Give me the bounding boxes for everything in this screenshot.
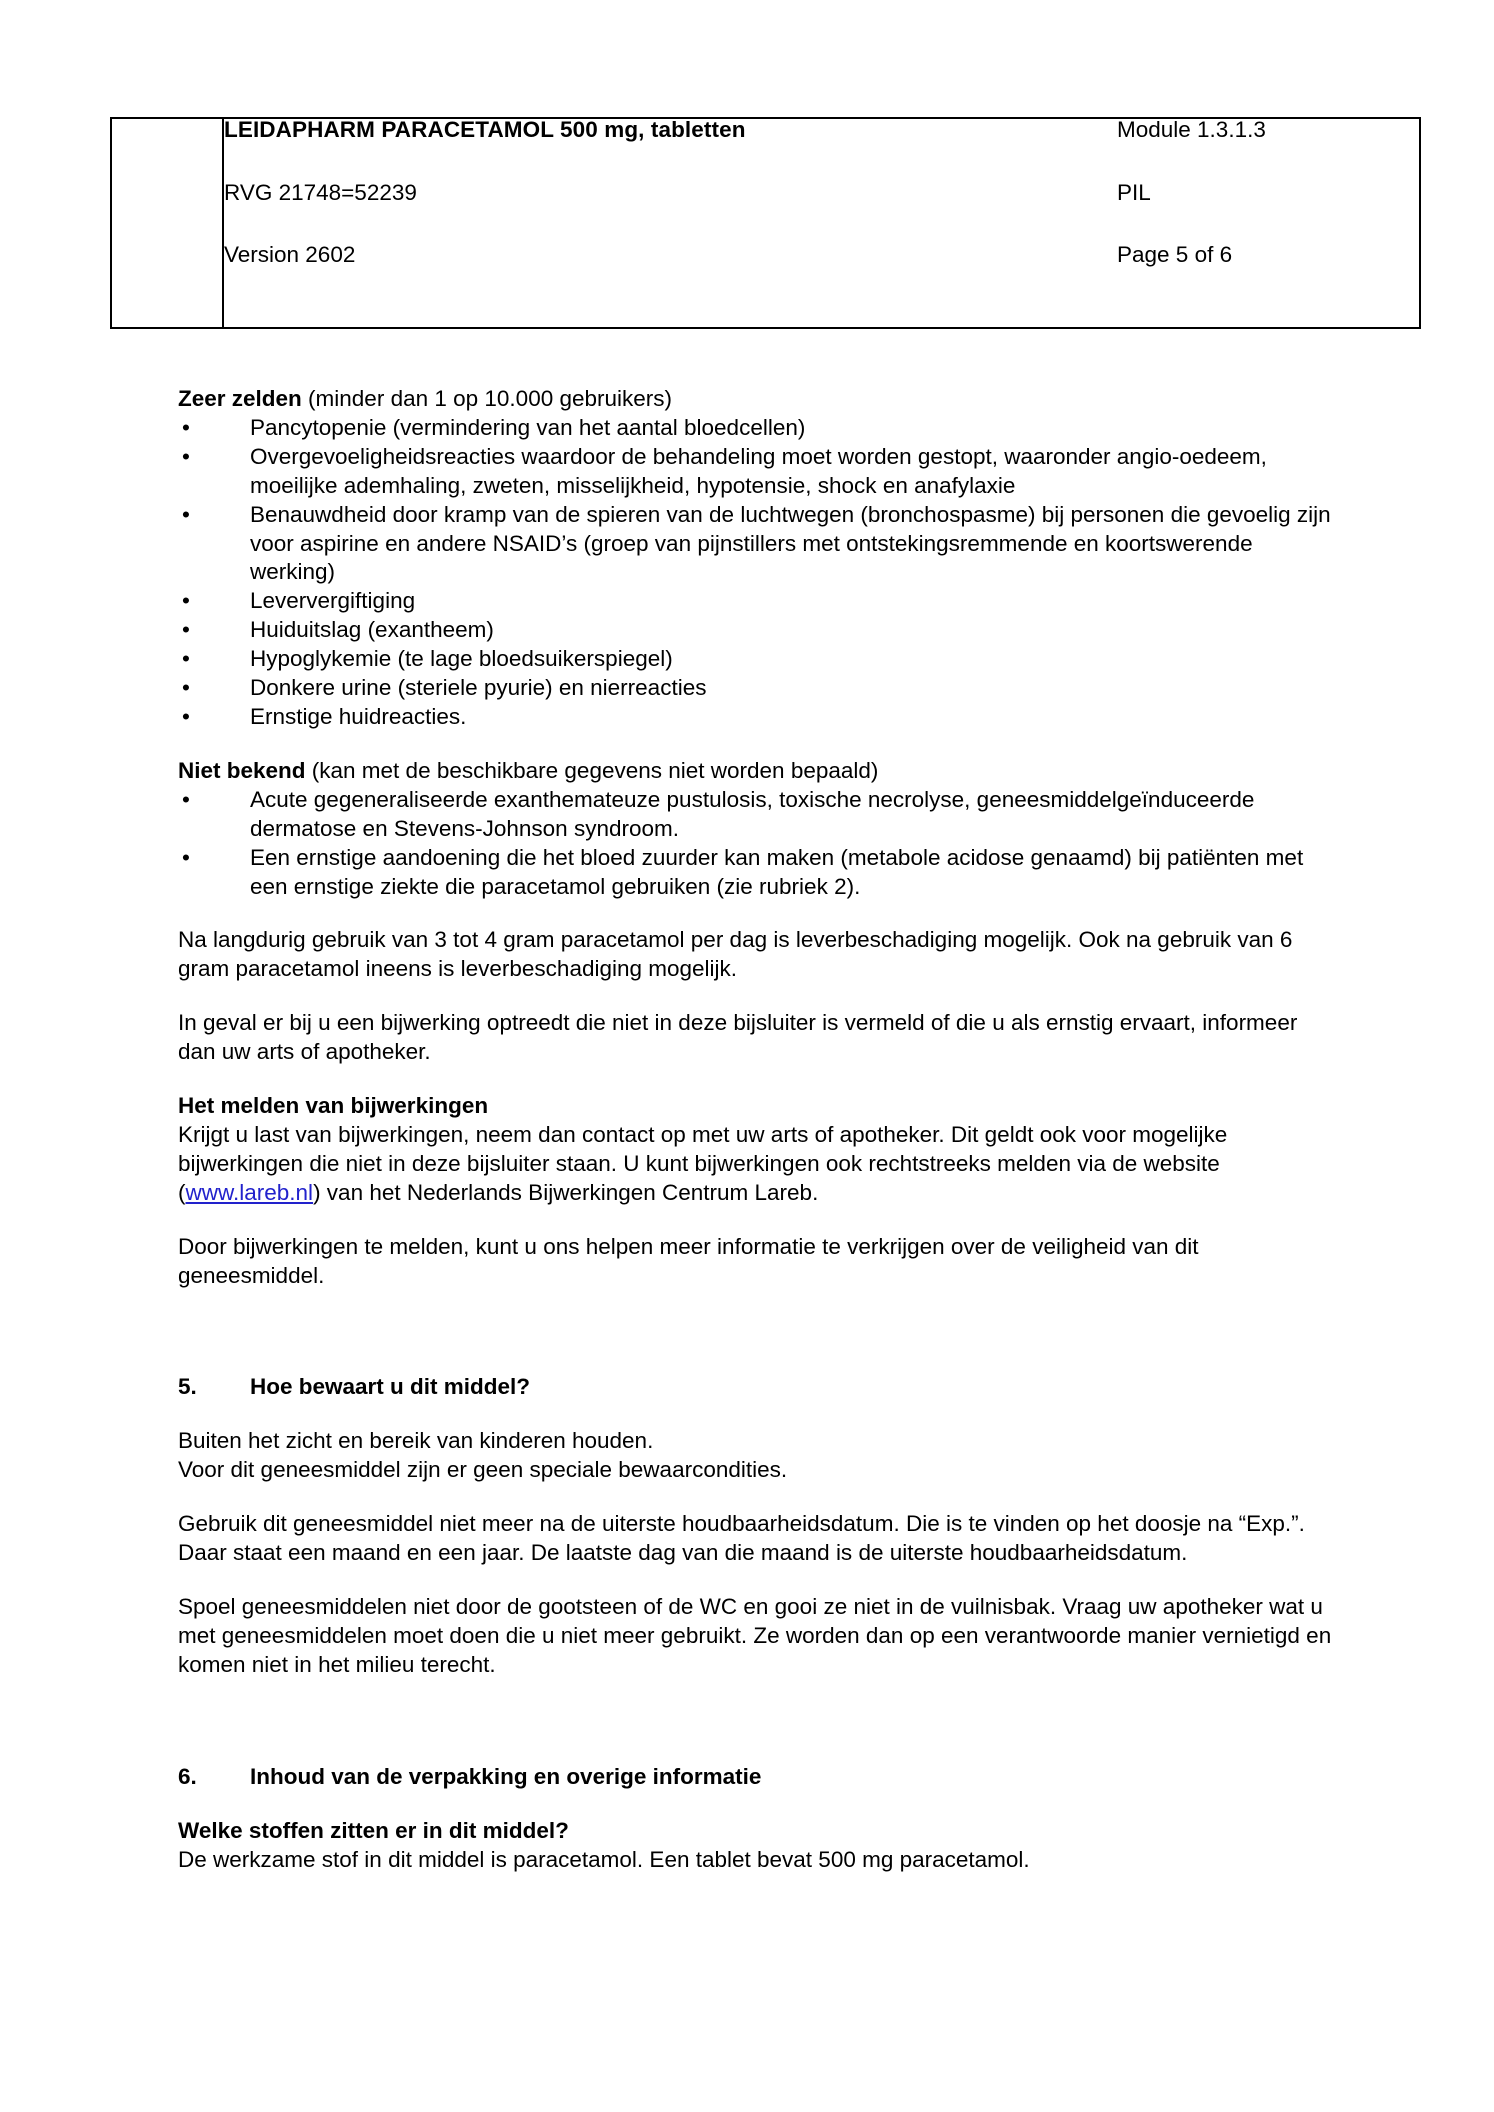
very-rare-label: Zeer zelden: [178, 386, 302, 411]
reporting-paragraph: [178, 1121, 1336, 1208]
storage-line-2: Voor dit geneesmiddel zijn er geen speciale bewaarcondities.: [178, 1457, 788, 1483]
bullet-icon: •: [182, 646, 190, 672]
not-known-frequency: (kan met de beschikbare gegevens niet worden bepaald): [305, 757, 879, 783]
ingredients-text: De werkzame stof in dit middel is paracetamol. Een tablet bevat 500 mg paracetamol.: [178, 1846, 1030, 1872]
document-body: [178, 385, 1336, 1899]
bullet-icon: •: [182, 588, 190, 614]
ingredients-heading: Welke stoffen zitten er in dit middel?: [178, 1817, 569, 1843]
section-spacer: [178, 1315, 1336, 1373]
list-item: [178, 674, 1336, 703]
section-6-title: Inhoud van de verpakking en overige informatie: [250, 1763, 762, 1789]
list-item: [178, 786, 1336, 844]
bullet-icon: •: [182, 844, 190, 870]
section-5-number: 5.: [178, 1374, 197, 1400]
list-item-text: Een ernstige aandoening die het bloed zuurder kan maken (metabole acidose genaamd) bij patiënten met een ernstige ziekte die paracetamol gebruiken (zie rubriek 2).: [250, 844, 1304, 899]
list-item-text: Overgevoeligheidsreacties waardoor de behandeling moet worden gestopt, waaronder angio-oedeem, moeilijke ademhaling, zweten, misselijkheid, hypotensie, shock en anafylaxie: [250, 443, 1267, 498]
list-item: [178, 587, 1336, 616]
list-item-text: Benauwdheid door kramp van de spieren van de luchtwegen (bronchospasme) bij personen die gevoelig zijn voor aspirine en andere NSAID’s (groep van pijnstillers met ontstekingsremmende en koortswerende werking): [250, 501, 1331, 585]
list-item: [178, 844, 1336, 902]
header-line-title: [224, 119, 1419, 142]
list-item-text: Hypoglykemie (te lage bloedsuikerspiegel): [250, 646, 673, 672]
bullet-icon: •: [182, 414, 190, 440]
list-item: [178, 414, 1336, 443]
section-6-number: 6.: [178, 1763, 197, 1789]
bullet-icon: •: [182, 617, 190, 643]
list-item: [178, 616, 1336, 645]
section-5-title: Hoe bewaart u dit middel?: [250, 1374, 531, 1400]
bullet-icon: •: [182, 443, 190, 469]
list-item: [178, 501, 1336, 588]
product-title: LEIDAPHARM PARACETAMOL 500 mg, tabletten: [224, 117, 746, 142]
document-type-label: PIL: [1117, 179, 1151, 205]
section-spacer: [178, 1705, 1336, 1763]
frequency-heading-very-rare: [178, 385, 1336, 414]
registration-number: RVG 21748=52239: [224, 179, 417, 205]
list-item-text: Acute gegeneraliseerde exanthemateuze pustulosis, toxische necrolyse, geneesmiddelgeïnduceerde dermatose en Stevens-Johnson syndroom.: [250, 786, 1255, 841]
very-rare-frequency: (minder dan 1 op 10.000 gebruikers): [301, 386, 673, 411]
list-item-text: Ernstige huidreacties.: [250, 703, 467, 729]
reporting-heading: Het melden van bijwerkingen: [178, 1093, 489, 1119]
not-known-bullet-list: [178, 786, 1336, 902]
paragraph-liver-damage: Na langdurig gebruik van 3 tot 4 gram paracetamol per dag is leverbeschadiging mogelijk. Ook na gebruik van 6 gram paracetamol ineens is leverbeschadiging mogelijk.: [178, 927, 1293, 982]
bullet-icon: •: [182, 786, 190, 812]
page-number-label: Page 5 of 6: [1117, 242, 1233, 267]
list-item-text: Huiduitslag (exantheem): [250, 617, 494, 643]
module-label: Module 1.3.1.3: [1117, 117, 1266, 142]
section-heading-5: [178, 1373, 1336, 1402]
section-heading-6: [178, 1763, 1336, 1792]
header-line-version: [224, 244, 1419, 267]
paragraph-inform-doctor: In geval er bij u een bijwerking optreedt die niet in deze bijsluiter is vermeld of die u als ernstig ervaart, informeer dan uw arts of apotheker.: [178, 1010, 1298, 1065]
list-item-text: Leververgiftiging: [250, 588, 416, 614]
reporting-text-after-link: ) van het Nederlands Bijwerkingen Centrum Lareb.: [313, 1179, 819, 1205]
list-item-text: Donkere urine (steriele pyurie) en nierreacties: [250, 675, 707, 701]
paragraph-reporting-help: Door bijwerkingen te melden, kunt u ons helpen meer informatie te verkrijgen over de veiligheid van dit geneesmiddel.: [178, 1233, 1199, 1288]
frequency-heading-not-known: [178, 757, 1336, 786]
lareb-website-link[interactable]: www.lareb.nl: [185, 1179, 314, 1205]
version-label: Version 2602: [224, 242, 356, 267]
header-logo-cell: [111, 118, 223, 328]
bullet-icon: •: [182, 675, 190, 701]
header-info-cell: [223, 118, 1420, 328]
bullet-icon: •: [182, 703, 190, 729]
header-line-registration: [224, 179, 1419, 205]
bullet-icon: •: [182, 501, 190, 527]
reporting-text-before-link: Krijgt u last van bijwerkingen, neem dan contact op met uw arts of apotheker. Dit geldt ook voor mogelijke bijwerkingen die niet in deze bijsluiter staan. U kunt bijwerkingen ook rechtstreeks melden via de website (: [178, 1121, 1228, 1205]
list-item: [178, 645, 1336, 674]
list-item: [178, 443, 1336, 501]
list-item: [178, 703, 1336, 732]
document-header-table: [110, 117, 1421, 329]
header-table-row: [111, 118, 1420, 328]
paragraph-expiry-date: Gebruik dit geneesmiddel niet meer na de uiterste houdbaarheidsdatum. Die is te vinden op het doosje na “Exp.”. Daar staat een maand en een jaar. De laatste dag van die maand is de uiterste houdbaarheidsdatum.: [178, 1511, 1305, 1566]
not-known-label: Niet bekend: [178, 757, 306, 783]
list-item-text: Pancytopenie (vermindering van het aantal bloedcellen): [250, 414, 806, 440]
paragraph-disposal: Spoel geneesmiddelen niet door de gootsteen of de WC en gooi ze niet in de vuilnisbak. Vraag uw apotheker wat u met geneesmiddelen moet doen die u niet meer gebruikt. Ze worden dan op een verantwoorde manier vernietigd en komen niet in het milieu terecht.: [178, 1594, 1332, 1677]
very-rare-bullet-list: [178, 414, 1336, 732]
storage-line-1: Buiten het zicht en bereik van kinderen houden.: [178, 1428, 654, 1454]
